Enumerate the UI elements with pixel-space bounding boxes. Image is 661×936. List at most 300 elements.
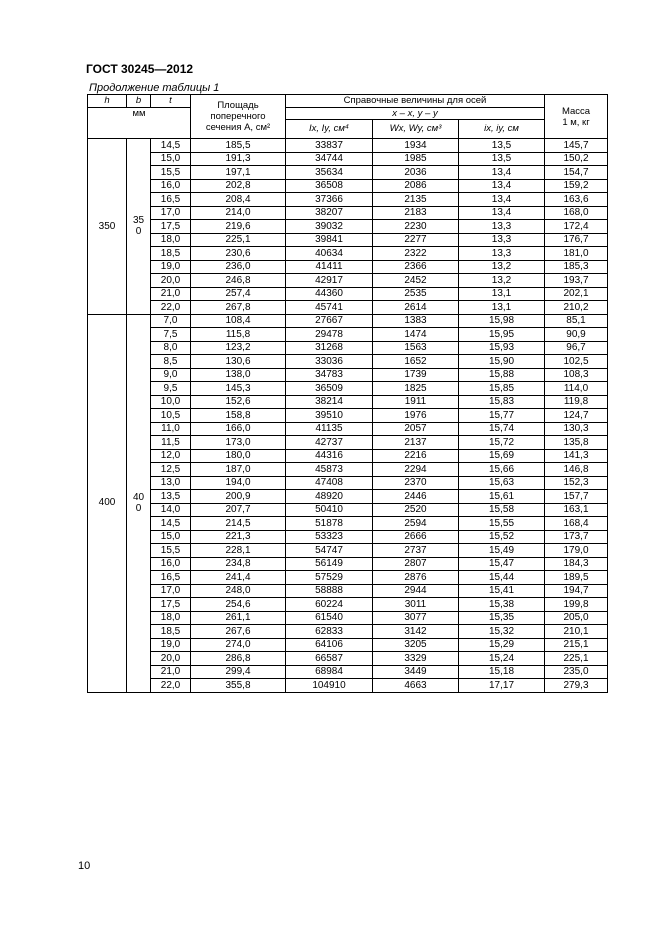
cell-mass: 114,0	[545, 382, 608, 396]
cell-radius: 13,4	[459, 206, 545, 220]
table-row	[88, 503, 608, 517]
cell-inertia: 50410	[286, 503, 373, 517]
header-modulus: Wx, Wy, см³	[373, 120, 459, 139]
cell-mass: 159,2	[545, 179, 608, 193]
cell-t: 8,5	[151, 355, 191, 369]
table-row	[88, 220, 608, 234]
header-mass	[545, 95, 608, 139]
cell-mass: 154,7	[545, 166, 608, 180]
cell-t: 7,5	[151, 328, 191, 342]
cell-radius: 15,44	[459, 571, 545, 585]
cell-modulus: 2183	[373, 206, 459, 220]
cell-inertia: 31268	[286, 341, 373, 355]
cell-mass: 193,7	[545, 274, 608, 288]
table-row	[88, 490, 608, 504]
cell-inertia: 29478	[286, 328, 373, 342]
cell-mass: 141,3	[545, 449, 608, 463]
table-row	[88, 382, 608, 396]
cell-radius: 15,41	[459, 584, 545, 598]
cell-radius: 15,93	[459, 341, 545, 355]
cell-t: 18,5	[151, 247, 191, 261]
cell-modulus: 2737	[373, 544, 459, 558]
cell-area: 299,4	[191, 665, 286, 679]
cell-mass: 108,3	[545, 368, 608, 382]
header-reference-values: Справочные величины для осей	[286, 95, 545, 108]
cell-t: 13,5	[151, 490, 191, 504]
cell-mass: 179,0	[545, 544, 608, 558]
cell-mass: 225,1	[545, 652, 608, 666]
table-row	[88, 368, 608, 382]
cell-modulus: 2086	[373, 179, 459, 193]
cell-t: 22,0	[151, 679, 191, 693]
cell-area: 261,1	[191, 611, 286, 625]
cell-modulus: 1976	[373, 409, 459, 423]
cell-modulus: 2366	[373, 260, 459, 274]
table-row	[88, 638, 608, 652]
cell-radius: 15,98	[459, 314, 545, 328]
cell-radius: 13,1	[459, 301, 545, 315]
cell-inertia: 42917	[286, 274, 373, 288]
cell-modulus: 1563	[373, 341, 459, 355]
table-row	[88, 517, 608, 531]
cell-modulus: 2294	[373, 463, 459, 477]
table-row	[88, 598, 608, 612]
cell-radius: 15,29	[459, 638, 545, 652]
cell-radius: 15,47	[459, 557, 545, 571]
table-row	[88, 260, 608, 274]
cell-radius: 15,52	[459, 530, 545, 544]
table-row	[88, 355, 608, 369]
cell-t: 10,0	[151, 395, 191, 409]
cell-b	[127, 139, 151, 315]
cell-mass: 150,2	[545, 152, 608, 166]
cell-area: 200,9	[191, 490, 286, 504]
cell-radius: 15,90	[459, 355, 545, 369]
cell-t: 17,5	[151, 598, 191, 612]
cell-mass: 157,7	[545, 490, 608, 504]
cell-radius: 13,3	[459, 247, 545, 261]
cell-area: 214,5	[191, 517, 286, 531]
cell-t: 10,5	[151, 409, 191, 423]
cell-t: 14,5	[151, 517, 191, 531]
cell-radius: 15,18	[459, 665, 545, 679]
cell-mass: 205,0	[545, 611, 608, 625]
cell-t: 21,0	[151, 665, 191, 679]
cell-t: 13,0	[151, 476, 191, 490]
cell-area: 267,6	[191, 625, 286, 639]
cell-radius: 15,55	[459, 517, 545, 531]
cell-b-line2: 0	[135, 503, 142, 514]
page-number: 10	[78, 860, 91, 872]
cell-inertia: 38214	[286, 395, 373, 409]
cell-inertia: 44360	[286, 287, 373, 301]
cell-mass: 215,1	[545, 638, 608, 652]
header-unit: мм	[88, 107, 191, 139]
cell-area: 185,5	[191, 139, 286, 153]
cell-radius: 15,95	[459, 328, 545, 342]
header-area-line2: поперечного	[210, 111, 266, 122]
cell-radius: 15,88	[459, 368, 545, 382]
cell-area: 166,0	[191, 422, 286, 436]
cell-b	[127, 314, 151, 692]
table-row	[88, 193, 608, 207]
cell-t: 18,0	[151, 233, 191, 247]
table-row	[88, 652, 608, 666]
header-axes: x – x, y – y	[286, 107, 545, 120]
cell-inertia: 37366	[286, 193, 373, 207]
cell-radius: 15,69	[459, 449, 545, 463]
cell-inertia: 45873	[286, 463, 373, 477]
cell-mass: 210,1	[545, 625, 608, 639]
table-row	[88, 544, 608, 558]
cell-inertia: 39841	[286, 233, 373, 247]
cell-radius: 15,66	[459, 463, 545, 477]
cell-area: 248,0	[191, 584, 286, 598]
cell-modulus: 1934	[373, 139, 459, 153]
cell-t: 18,5	[151, 625, 191, 639]
table-row	[88, 571, 608, 585]
cell-area: 274,0	[191, 638, 286, 652]
cell-t: 7,0	[151, 314, 191, 328]
table-row	[88, 422, 608, 436]
cell-t: 20,0	[151, 274, 191, 288]
table-row	[88, 611, 608, 625]
cell-modulus: 2452	[373, 274, 459, 288]
cell-modulus: 3142	[373, 625, 459, 639]
cell-area: 194,0	[191, 476, 286, 490]
cell-t: 15,0	[151, 152, 191, 166]
cell-radius: 15,72	[459, 436, 545, 450]
cell-modulus: 2036	[373, 166, 459, 180]
cell-t: 11,5	[151, 436, 191, 450]
cell-modulus: 3449	[373, 665, 459, 679]
table-row	[88, 436, 608, 450]
cell-mass: 152,3	[545, 476, 608, 490]
cell-mass: 202,1	[545, 287, 608, 301]
cell-inertia: 33837	[286, 139, 373, 153]
cell-radius: 15,38	[459, 598, 545, 612]
cell-modulus: 1474	[373, 328, 459, 342]
header-mass-line1: Масса	[561, 105, 591, 117]
cell-modulus: 2322	[373, 247, 459, 261]
cell-mass: 90,9	[545, 328, 608, 342]
cell-area: 158,8	[191, 409, 286, 423]
cell-inertia: 34744	[286, 152, 373, 166]
cell-mass: 185,3	[545, 260, 608, 274]
cell-modulus: 4663	[373, 679, 459, 693]
cell-mass: 172,4	[545, 220, 608, 234]
cell-modulus: 3205	[373, 638, 459, 652]
cell-inertia: 60224	[286, 598, 373, 612]
cell-mass: 184,3	[545, 557, 608, 571]
cell-modulus: 2807	[373, 557, 459, 571]
cell-mass: 85,1	[545, 314, 608, 328]
cell-area: 138,0	[191, 368, 286, 382]
table-row	[88, 247, 608, 261]
cell-inertia: 36508	[286, 179, 373, 193]
table-row	[88, 409, 608, 423]
cell-area: 115,8	[191, 328, 286, 342]
cell-radius: 15,61	[459, 490, 545, 504]
table-row	[88, 152, 608, 166]
cell-modulus: 2277	[373, 233, 459, 247]
table-row	[88, 476, 608, 490]
cell-modulus: 2614	[373, 301, 459, 315]
cell-area: 219,6	[191, 220, 286, 234]
cell-area: 241,4	[191, 571, 286, 585]
cell-mass: 181,0	[545, 247, 608, 261]
cell-inertia: 51878	[286, 517, 373, 531]
cell-radius: 15,58	[459, 503, 545, 517]
cell-mass: 199,8	[545, 598, 608, 612]
cell-t: 21,0	[151, 287, 191, 301]
table-row	[88, 166, 608, 180]
cell-modulus: 2216	[373, 449, 459, 463]
cell-t: 9,5	[151, 382, 191, 396]
cell-area: 180,0	[191, 449, 286, 463]
cell-modulus: 3077	[373, 611, 459, 625]
cell-modulus: 1383	[373, 314, 459, 328]
cell-t: 11,0	[151, 422, 191, 436]
cell-t: 19,0	[151, 260, 191, 274]
cell-mass: 168,4	[545, 517, 608, 531]
cell-area: 236,0	[191, 260, 286, 274]
cell-t: 17,0	[151, 584, 191, 598]
cell-area: 234,8	[191, 557, 286, 571]
table-row	[88, 179, 608, 193]
cell-area: 152,6	[191, 395, 286, 409]
cell-radius: 13,3	[459, 233, 545, 247]
cell-t: 16,5	[151, 571, 191, 585]
cell-modulus: 3011	[373, 598, 459, 612]
cell-modulus: 2135	[373, 193, 459, 207]
cell-radius: 15,63	[459, 476, 545, 490]
cell-inertia: 61540	[286, 611, 373, 625]
table-row	[88, 341, 608, 355]
cell-mass: 119,8	[545, 395, 608, 409]
cell-modulus: 1825	[373, 382, 459, 396]
cell-modulus: 2230	[373, 220, 459, 234]
cell-area: 187,0	[191, 463, 286, 477]
cell-modulus: 1739	[373, 368, 459, 382]
cell-area: 202,8	[191, 179, 286, 193]
cell-area: 173,0	[191, 436, 286, 450]
cell-inertia: 66587	[286, 652, 373, 666]
header-h: h	[88, 95, 127, 108]
cell-t: 14,0	[151, 503, 191, 517]
cell-modulus: 2535	[373, 287, 459, 301]
cell-t: 18,0	[151, 611, 191, 625]
cell-mass: 135,8	[545, 436, 608, 450]
cell-mass: 194,7	[545, 584, 608, 598]
table-row	[88, 679, 608, 693]
table-row	[88, 314, 608, 328]
cell-area: 257,4	[191, 287, 286, 301]
header-mass-line2: 1 м, кг	[562, 116, 590, 128]
cell-radius: 13,4	[459, 193, 545, 207]
cell-radius: 15,35	[459, 611, 545, 625]
cell-mass: 176,7	[545, 233, 608, 247]
cell-modulus: 2446	[373, 490, 459, 504]
cell-mass: 145,7	[545, 139, 608, 153]
table-row	[88, 139, 608, 153]
cell-mass: 163,6	[545, 193, 608, 207]
header-b: b	[127, 95, 151, 108]
table-row	[88, 395, 608, 409]
cell-area: 191,3	[191, 152, 286, 166]
cell-t: 19,0	[151, 638, 191, 652]
cell-radius: 15,74	[459, 422, 545, 436]
cell-inertia: 33036	[286, 355, 373, 369]
cell-mass: 279,3	[545, 679, 608, 693]
cell-inertia: 42737	[286, 436, 373, 450]
cell-inertia: 39032	[286, 220, 373, 234]
cell-t: 22,0	[151, 301, 191, 315]
table-row	[88, 665, 608, 679]
cell-inertia: 58888	[286, 584, 373, 598]
cell-inertia: 40634	[286, 247, 373, 261]
cell-mass: 130,3	[545, 422, 608, 436]
cell-radius: 13,5	[459, 152, 545, 166]
cell-mass: 124,7	[545, 409, 608, 423]
cell-mass: 210,2	[545, 301, 608, 315]
cell-area: 267,8	[191, 301, 286, 315]
cell-t: 16,5	[151, 193, 191, 207]
cell-area: 145,3	[191, 382, 286, 396]
steel-profile-table	[87, 94, 608, 693]
cell-b-line1: 40	[132, 491, 145, 503]
cell-t: 12,5	[151, 463, 191, 477]
cell-modulus: 2137	[373, 436, 459, 450]
document-title: ГОСТ 30245—2012	[86, 62, 194, 76]
cell-radius: 13,4	[459, 166, 545, 180]
cell-modulus: 2520	[373, 503, 459, 517]
header-inertia: Ix, Iy, см⁴	[286, 120, 373, 139]
cell-inertia: 104910	[286, 679, 373, 693]
cell-t: 16,0	[151, 179, 191, 193]
cell-modulus: 2876	[373, 571, 459, 585]
cell-inertia: 57529	[286, 571, 373, 585]
cell-radius: 13,1	[459, 287, 545, 301]
cell-t: 20,0	[151, 652, 191, 666]
header-area-line3: сечения A, см²	[205, 122, 271, 133]
cell-mass: 146,8	[545, 463, 608, 477]
table-row	[88, 584, 608, 598]
cell-area: 214,0	[191, 206, 286, 220]
table-row	[88, 557, 608, 571]
cell-area: 208,4	[191, 193, 286, 207]
table-row	[88, 625, 608, 639]
table-row	[88, 287, 608, 301]
cell-modulus: 2666	[373, 530, 459, 544]
cell-radius: 15,85	[459, 382, 545, 396]
table-row	[88, 274, 608, 288]
cell-modulus: 1652	[373, 355, 459, 369]
header-t: t	[151, 95, 191, 108]
cell-mass: 168,0	[545, 206, 608, 220]
cell-inertia: 53323	[286, 530, 373, 544]
cell-t: 16,0	[151, 557, 191, 571]
cell-mass: 163,1	[545, 503, 608, 517]
cell-mass: 173,7	[545, 530, 608, 544]
table-row	[88, 530, 608, 544]
cell-inertia: 48920	[286, 490, 373, 504]
cell-b-line1: 35	[132, 214, 145, 226]
cell-t: 17,0	[151, 206, 191, 220]
cell-radius: 13,5	[459, 139, 545, 153]
cell-modulus: 3329	[373, 652, 459, 666]
header-area-line1: Площадь	[217, 100, 259, 111]
cell-area: 230,6	[191, 247, 286, 261]
cell-area: 228,1	[191, 544, 286, 558]
cell-inertia: 47408	[286, 476, 373, 490]
cell-modulus: 2370	[373, 476, 459, 490]
cell-modulus: 2057	[373, 422, 459, 436]
table-row	[88, 233, 608, 247]
cell-area: 225,1	[191, 233, 286, 247]
table-row	[88, 206, 608, 220]
header-radius: ix, iy, см	[459, 120, 545, 139]
cell-area: 197,1	[191, 166, 286, 180]
table-row	[88, 463, 608, 477]
cell-inertia: 54747	[286, 544, 373, 558]
cell-t: 17,5	[151, 220, 191, 234]
cell-inertia: 45741	[286, 301, 373, 315]
table-caption: Продолжение таблицы 1	[89, 82, 220, 94]
cell-radius: 13,3	[459, 220, 545, 234]
cell-t: 15,5	[151, 544, 191, 558]
table-body	[88, 139, 608, 693]
cell-t: 15,5	[151, 166, 191, 180]
table-row	[88, 449, 608, 463]
cell-area: 207,7	[191, 503, 286, 517]
cell-area: 246,8	[191, 274, 286, 288]
cell-inertia: 62833	[286, 625, 373, 639]
cell-inertia: 64106	[286, 638, 373, 652]
cell-mass: 189,5	[545, 571, 608, 585]
cell-radius: 15,77	[459, 409, 545, 423]
cell-radius: 13,4	[459, 179, 545, 193]
cell-area: 286,8	[191, 652, 286, 666]
cell-modulus: 1911	[373, 395, 459, 409]
cell-inertia: 27667	[286, 314, 373, 328]
cell-inertia: 39510	[286, 409, 373, 423]
cell-area: 254,6	[191, 598, 286, 612]
table-row	[88, 301, 608, 315]
cell-t: 12,0	[151, 449, 191, 463]
cell-h: 350	[88, 139, 127, 315]
cell-h: 400	[88, 314, 127, 692]
cell-radius: 13,2	[459, 260, 545, 274]
cell-inertia: 35634	[286, 166, 373, 180]
cell-radius: 15,24	[459, 652, 545, 666]
cell-area: 130,6	[191, 355, 286, 369]
cell-inertia: 56149	[286, 557, 373, 571]
cell-t: 8,0	[151, 341, 191, 355]
cell-b-line2: 0	[135, 226, 142, 238]
cell-radius: 15,49	[459, 544, 545, 558]
cell-inertia: 44316	[286, 449, 373, 463]
cell-inertia: 36509	[286, 382, 373, 396]
cell-radius: 15,32	[459, 625, 545, 639]
cell-t: 9,0	[151, 368, 191, 382]
cell-mass: 102,5	[545, 355, 608, 369]
cell-area: 108,4	[191, 314, 286, 328]
cell-mass: 235,0	[545, 665, 608, 679]
cell-modulus: 2944	[373, 584, 459, 598]
cell-inertia: 34783	[286, 368, 373, 382]
cell-inertia: 41411	[286, 260, 373, 274]
